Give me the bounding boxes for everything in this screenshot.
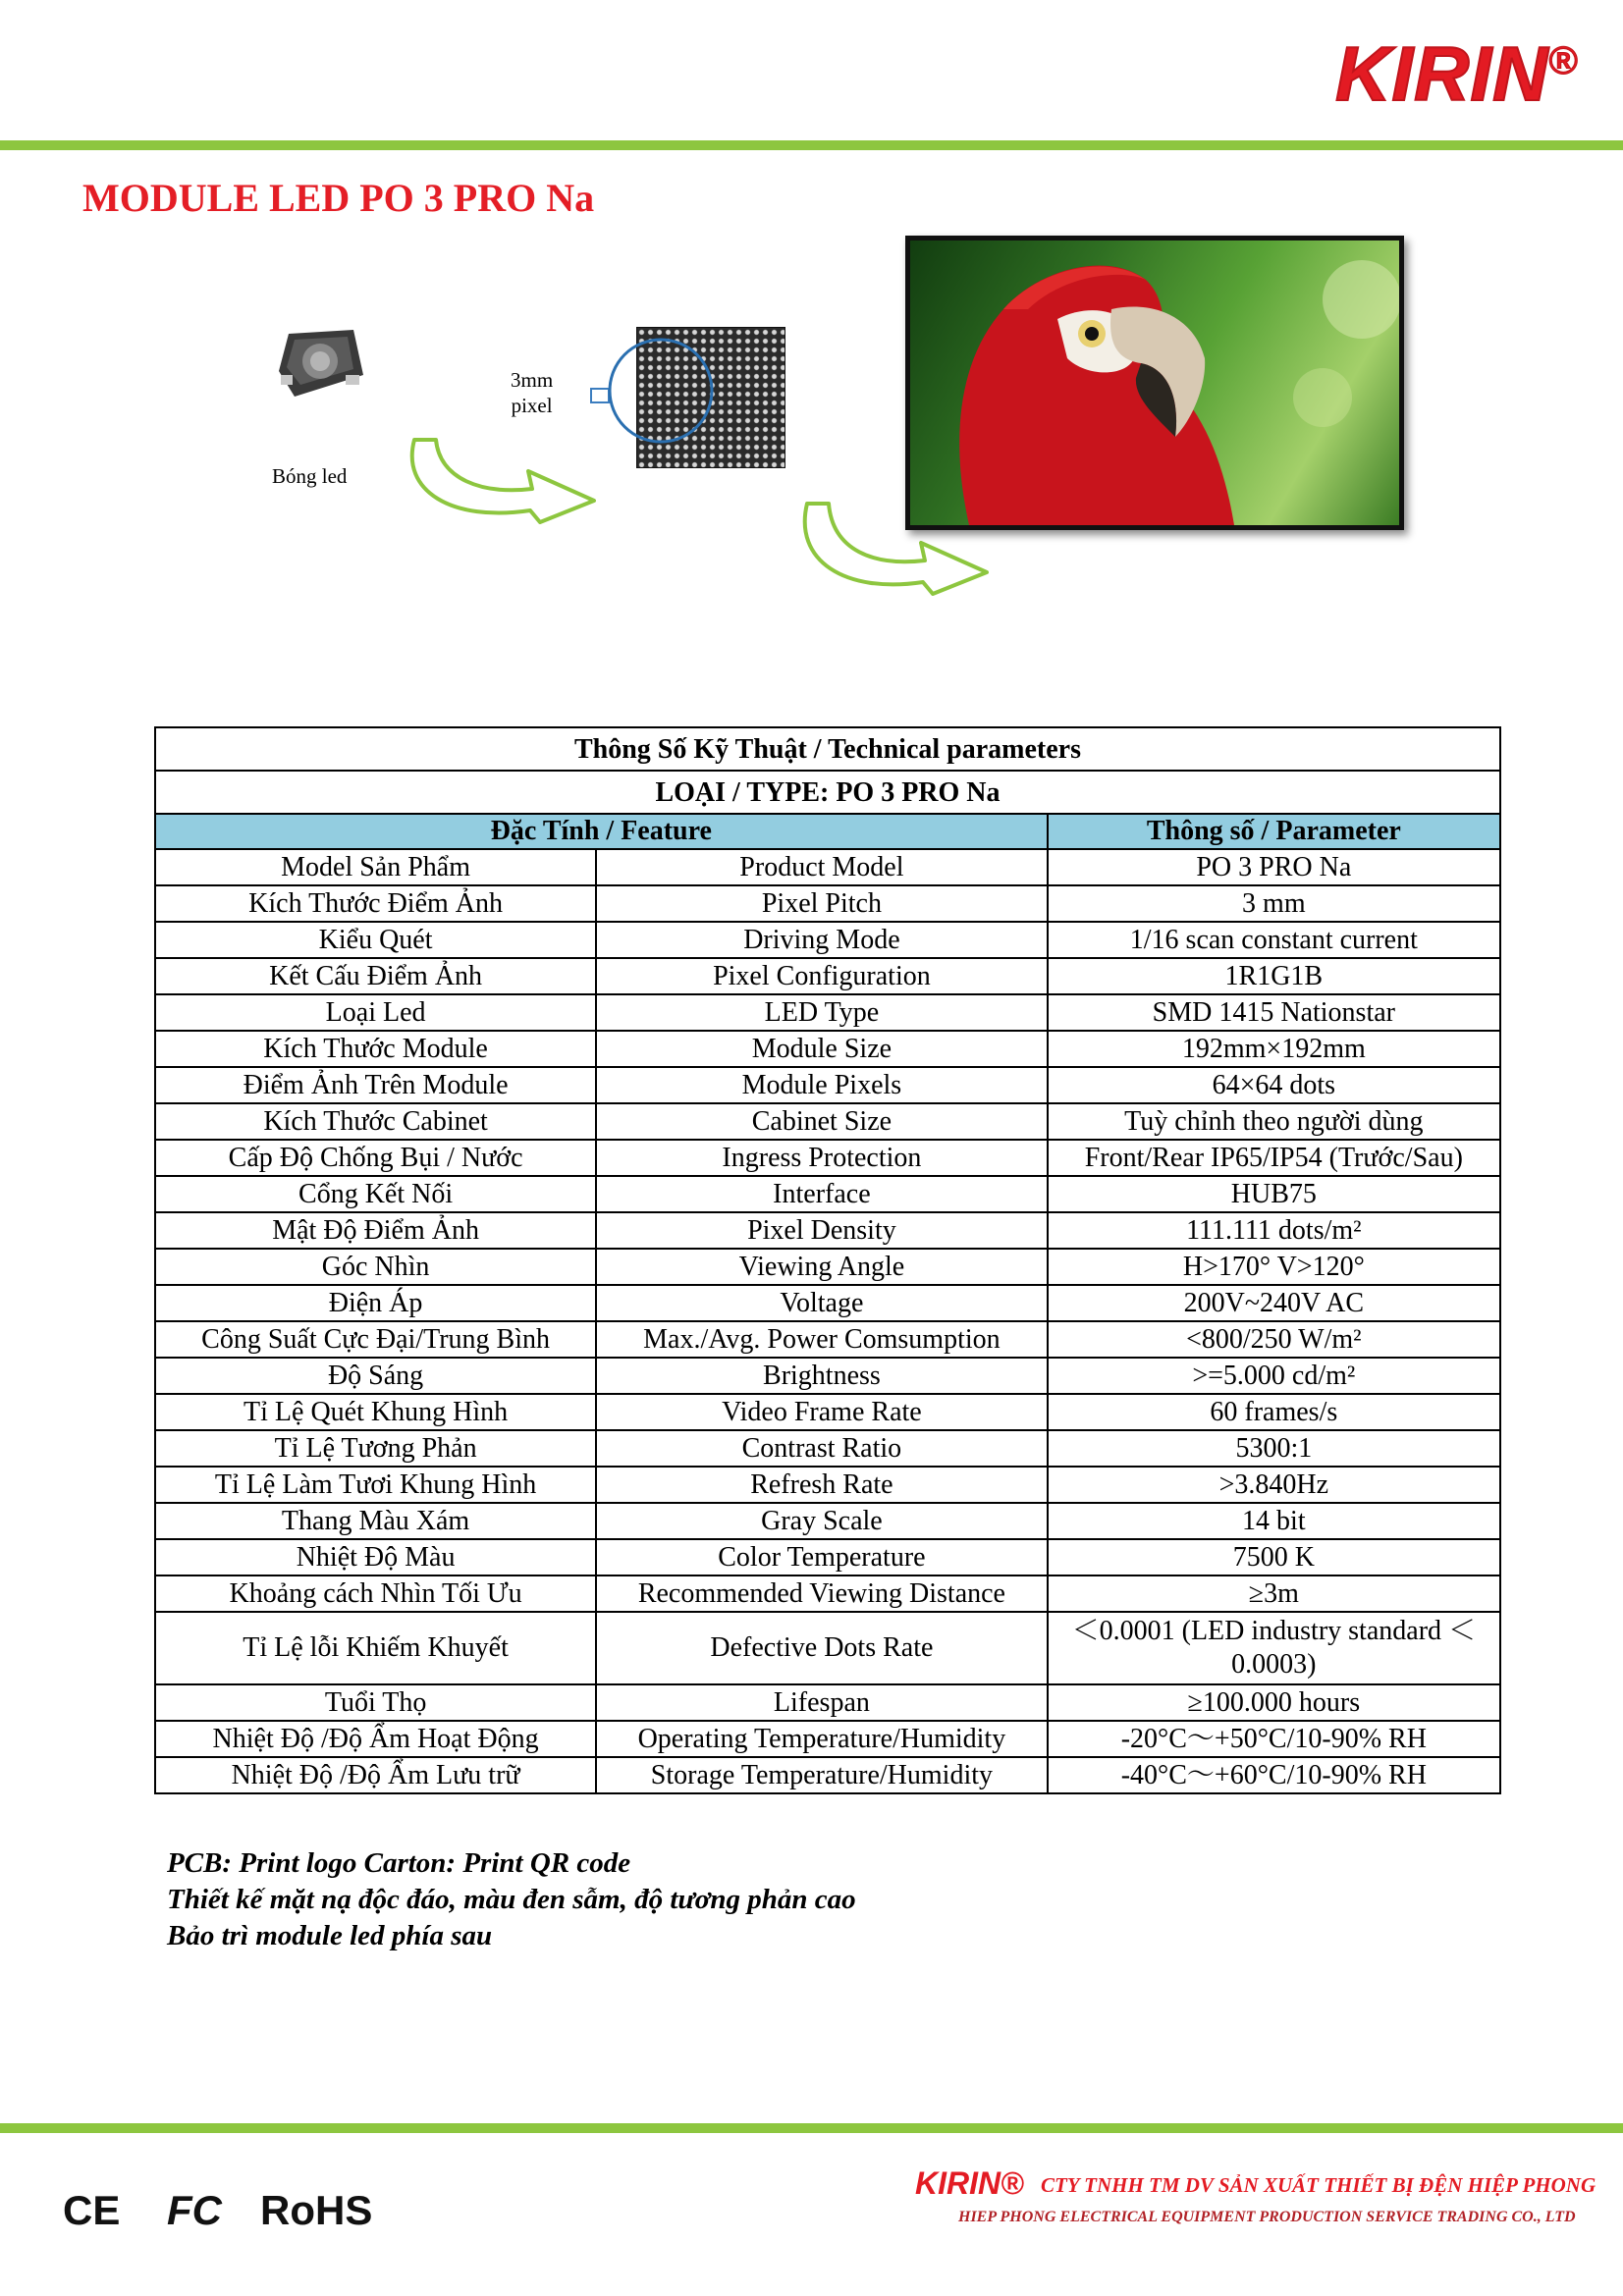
notes-block <box>167 1845 856 1954</box>
feature-en-cell: Brightness <box>596 1358 1048 1394</box>
table-row <box>155 1321 1500 1358</box>
parameter-cell: Tuỳ chỉnh theo người dùng <box>1048 1103 1500 1140</box>
parameter-cell: 200V~240V AC <box>1048 1285 1500 1321</box>
parrot-icon <box>910 240 1399 525</box>
feature-en-cell: Video Frame Rate <box>596 1394 1048 1430</box>
table-row <box>155 1358 1500 1394</box>
feature-en-cell: Interface <box>596 1176 1048 1212</box>
table-row <box>155 1539 1500 1575</box>
table-row <box>155 1212 1500 1249</box>
feature-vi-cell: Điện Áp <box>155 1285 596 1321</box>
feature-vi-cell: Cấp Độ Chống Bụi / Nước <box>155 1140 596 1176</box>
feature-vi-cell: Điểm Ảnh Trên Module <box>155 1067 596 1103</box>
feature-vi-cell: Tuổi Thọ <box>155 1684 596 1721</box>
feature-en-cell: Refresh Rate <box>596 1467 1048 1503</box>
parameter-cell: PO 3 PRO Na <box>1048 849 1500 885</box>
pixel-label-line1: 3mm <box>511 368 554 392</box>
feature-vi-cell: Nhiệt Độ /Độ Ẩm Hoạt Động <box>155 1721 596 1757</box>
parameter-cell: Front/Rear IP65/IP54 (Trước/Sau) <box>1048 1140 1500 1176</box>
feature-vi-cell: Độ Sáng <box>155 1358 596 1394</box>
parameter-cell: H>170° V>120° <box>1048 1249 1500 1285</box>
parameter-cell: SMD 1415 Nationstar <box>1048 994 1500 1031</box>
feature-vi-cell: Tỉ Lệ lỗi Khiếm Khuyết <box>155 1612 596 1684</box>
parameter-cell: >3.840Hz <box>1048 1467 1500 1503</box>
led-chip-image <box>277 324 365 400</box>
feature-vi-cell: Tỉ Lệ Quét Khung Hình <box>155 1394 596 1430</box>
table-row <box>155 1176 1500 1212</box>
feature-vi-cell: Tỉ Lệ Tương Phản <box>155 1430 596 1467</box>
table-row <box>155 1430 1500 1467</box>
feature-vi-cell: Góc Nhìn <box>155 1249 596 1285</box>
feature-en-cell: Pixel Configuration <box>596 958 1048 994</box>
table-row <box>155 1285 1500 1321</box>
feature-vi-cell: Cổng Kết Nối <box>155 1176 596 1212</box>
parameter-cell: 1/16 scan constant current <box>1048 922 1500 958</box>
table-column-header-row <box>155 814 1500 849</box>
table-row <box>155 1467 1500 1503</box>
feature-vi-cell: Tỉ Lệ Làm Tươi Khung Hình <box>155 1467 596 1503</box>
note-line: Bảo trì module led phía sau <box>167 1920 493 1951</box>
table-row <box>155 1684 1500 1721</box>
parameter-cell: 7500 K <box>1048 1539 1500 1575</box>
parameter-cell: 60 frames/s <box>1048 1394 1500 1430</box>
pixel-label-line2: pixel <box>511 394 553 417</box>
rohs-mark-icon: RoHS <box>260 2187 373 2233</box>
parameter-cell: ＜0.0001 (LED industry standard ＜0.0003) <box>1048 1612 1500 1684</box>
registered-mark: ® <box>1548 39 1579 82</box>
feature-en-cell: Recommended Viewing Distance <box>596 1575 1048 1612</box>
table-row <box>155 1394 1500 1430</box>
parameter-cell: 5300:1 <box>1048 1430 1500 1467</box>
feature-en-cell: Cabinet Size <box>596 1103 1048 1140</box>
feature-en-cell: Operating Temperature/Humidity <box>596 1721 1048 1757</box>
feature-en-cell: Module Pixels <box>596 1067 1048 1103</box>
parameter-header: Thông số / Parameter <box>1048 814 1500 849</box>
table-type-row <box>155 771 1500 814</box>
feature-en-cell: Lifespan <box>596 1684 1048 1721</box>
table-row <box>155 1612 1500 1684</box>
table-row <box>155 1575 1500 1612</box>
arrow-led-to-module-icon <box>393 432 609 530</box>
note-line: Thiết kế mặt nạ độc đáo, màu đen sẫm, độ tương phản cao <box>167 1884 856 1915</box>
feature-vi-cell: Nhiệt Độ /Độ Ẩm Lưu trữ <box>155 1757 596 1793</box>
parameter-cell: 192mm×192mm <box>1048 1031 1500 1067</box>
feature-en-cell: Pixel Density <box>596 1212 1048 1249</box>
table-row <box>155 1031 1500 1067</box>
feature-vi-cell: Kết Cấu Điểm Ảnh <box>155 958 596 994</box>
parameter-cell: >=5.000 cd/m² <box>1048 1358 1500 1394</box>
feature-en-cell: Driving Mode <box>596 922 1048 958</box>
table-type-line: LOẠI / TYPE: PO 3 PRO Na <box>155 771 1500 814</box>
table-row <box>155 885 1500 922</box>
table-heading: Thông Số Kỹ Thuật / Technical parameters <box>155 727 1500 771</box>
led-label: Bóng led <box>272 464 348 488</box>
company-name-en: HIEP PHONG ELECTRICAL EQUIPMENT PRODUCTION SERVICE TRADING CO., LTD <box>958 2209 1576 2225</box>
feature-en-cell: Defective Dots Rate <box>596 1612 1048 1684</box>
feature-vi-cell: Loại Led <box>155 994 596 1031</box>
feature-vi-cell: Kích Thước Module <box>155 1031 596 1067</box>
table-row <box>155 994 1500 1031</box>
feature-en-cell: Contrast Ratio <box>596 1430 1048 1467</box>
table-row <box>155 1140 1500 1176</box>
footer-divider <box>0 2123 1623 2133</box>
table-row <box>155 1757 1500 1793</box>
table-heading-row <box>155 727 1500 771</box>
feature-vi-cell: Thang Màu Xám <box>155 1503 596 1539</box>
feature-vi-cell: Nhiệt Độ Màu <box>155 1539 596 1575</box>
table-body <box>155 849 1500 1793</box>
feature-vi-cell: Kích Thước Cabinet <box>155 1103 596 1140</box>
feature-vi-cell: Model Sản Phẩm <box>155 849 596 885</box>
feature-en-cell: Color Temperature <box>596 1539 1048 1575</box>
table-row <box>155 1721 1500 1757</box>
parameter-cell: 14 bit <box>1048 1503 1500 1539</box>
ce-mark-icon: CE <box>63 2187 121 2233</box>
table-row <box>155 958 1500 994</box>
feature-en-cell: LED Type <box>596 994 1048 1031</box>
note-line: PCB: Print logo Carton: Print QR code <box>167 1847 631 1879</box>
feature-en-cell: Product Model <box>596 849 1048 885</box>
parameter-cell: 3 mm <box>1048 885 1500 922</box>
feature-header: Đặc Tính / Feature <box>155 814 1048 849</box>
pixel-label <box>511 367 553 418</box>
table-row <box>155 1067 1500 1103</box>
parameter-cell: -40°C～+60°C/10-90% RH <box>1048 1757 1500 1793</box>
parameter-cell: <800/250 W/m² <box>1048 1321 1500 1358</box>
feature-vi-cell: Công Suất Cực Đại/Trung Bình <box>155 1321 596 1358</box>
footer-logo: KIRIN® <box>915 2165 1024 2201</box>
feature-en-cell: Max./Avg. Power Comsumption <box>596 1321 1048 1358</box>
feature-vi-cell: Kích Thước Điểm Ảnh <box>155 885 596 922</box>
module-zoom-lens-icon <box>607 337 715 445</box>
parameter-cell: 111.111 dots/m² <box>1048 1212 1500 1249</box>
header-divider <box>0 140 1623 150</box>
feature-en-cell: Pixel Pitch <box>596 885 1048 922</box>
table-row <box>155 1103 1500 1140</box>
table-row <box>155 922 1500 958</box>
technical-parameters-table <box>154 726 1501 1794</box>
feature-vi-cell: Khoảng cách Nhìn Tối Ưu <box>155 1575 596 1612</box>
feature-vi-cell: Mật Độ Điểm Ảnh <box>155 1212 596 1249</box>
brand-logo <box>1335 29 1579 119</box>
table-row <box>155 849 1500 885</box>
feature-en-cell: Viewing Angle <box>596 1249 1048 1285</box>
feature-en-cell: Storage Temperature/Humidity <box>596 1757 1048 1793</box>
company-name-vi: CTY TNHH TM DV SẢN XUẤT THIẾT BỊ ĐỆN HIỆP PHONG <box>1041 2173 1596 2197</box>
led-screen-parrot-image <box>905 236 1404 530</box>
parameter-cell: ≥3m <box>1048 1575 1500 1612</box>
feature-en-cell: Module Size <box>596 1031 1048 1067</box>
parameter-cell: -20°C～+50°C/10-90% RH <box>1048 1721 1500 1757</box>
parameter-cell: ≥100.000 hours <box>1048 1684 1500 1721</box>
feature-en-cell: Voltage <box>596 1285 1048 1321</box>
parameter-cell: 1R1G1B <box>1048 958 1500 994</box>
feature-vi-cell: Kiểu Quét <box>155 922 596 958</box>
page-title: MODULE LED PO 3 PRO Na <box>82 176 595 220</box>
brand-name: KIRIN <box>1335 30 1549 117</box>
table-row <box>155 1249 1500 1285</box>
feature-en-cell: Ingress Protection <box>596 1140 1048 1176</box>
feature-en-cell: Gray Scale <box>596 1503 1048 1539</box>
parameter-cell: 64×64 dots <box>1048 1067 1500 1103</box>
table-row <box>155 1503 1500 1539</box>
parameter-cell: HUB75 <box>1048 1176 1500 1212</box>
fcc-mark-icon: FC <box>167 2187 222 2233</box>
